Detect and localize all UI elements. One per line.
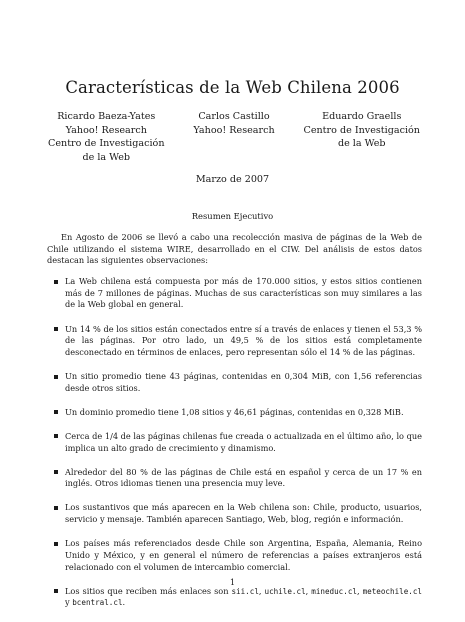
list-item-text: Alrededor del 80 % de las páginas de Chile está en español y cerca de un 17 % en inglés. Otros idiomas tienen una presencia muy leve. <box>65 466 422 489</box>
author-1 <box>48 110 165 164</box>
list-item <box>47 276 422 311</box>
site-name: bcentral.cl <box>72 598 123 608</box>
square-bullet-icon <box>54 470 58 474</box>
section-heading: Resumen Ejecutivo <box>191 211 274 221</box>
list-item-text: Un dominio promedio tiene 1,08 sitios y 46,61 páginas, contenidas en 0,328 MiB. <box>65 406 404 417</box>
list-item-text: Los sustantivos que más aparecen en la Web chilena son: Chile, producto, usuarios, servicio y mensaje. También aparecen Santiago, Web, blog, región e información. <box>65 502 422 525</box>
observations-list <box>47 276 422 622</box>
list-item-text: Los países más referenciados desde Chile son Argentina, España, Alemania, Reino Unido y México, y en general el número de referencias a países extranjeros está relacionado con el volumen de intercambio comercial. <box>65 538 422 572</box>
square-bullet-icon <box>54 542 58 546</box>
square-bullet-icon <box>54 434 58 438</box>
list-item <box>47 431 422 454</box>
site-name: mineduc.cl <box>311 586 357 596</box>
list-item-text: Un 14 % de los sitios están conectados entre sí a través de enlaces y tienen el 53,3 % de las páginas. Por otro lado, un 49,5 % de los sitios está completamente desconectado en términos de enlaces, pero representan sólo el 14 % de las páginas. <box>65 323 422 357</box>
square-bullet-icon <box>54 280 58 284</box>
page-number: 1 <box>229 577 236 587</box>
list-item <box>47 502 422 525</box>
author-affiliation: Yahoo! Research <box>65 124 147 136</box>
list-item-text: Los sitios que reciben más enlaces son sii.cl, uchile.cl, mineduc.cl, meteochile.cl y bcentral.cl. <box>65 585 422 608</box>
publication-date: Marzo de 2007 <box>195 174 270 185</box>
site-name: sii.cl <box>231 586 259 596</box>
author-name: Carlos Castillo <box>198 111 270 122</box>
square-bullet-icon <box>54 327 58 331</box>
square-bullet-icon <box>54 589 58 593</box>
list-item <box>47 586 422 609</box>
author-3 <box>303 110 420 164</box>
author-affiliation: Centro de Investigación <box>303 124 420 136</box>
square-bullet-icon <box>54 506 58 510</box>
list-item-text: Un sitio promedio tiene 43 páginas, contenidas en 0,304 MiB, con 1,56 referencias desde otros sitios. <box>65 371 422 393</box>
list-item <box>47 538 422 573</box>
square-bullet-icon <box>54 375 58 379</box>
author-name: Eduardo Graells <box>322 111 402 122</box>
author-affiliation: de la Web <box>82 151 131 163</box>
author-affiliation: Centro de Investigación <box>48 138 165 149</box>
author-affiliation: Yahoo! Research <box>193 124 275 136</box>
site-name: uchile.cl <box>264 586 306 596</box>
list-item-text: La Web chilena está compuesta por más de 170.000 sitios, y estos sitios contienen más de 7 millones de páginas. Muchas de sus características son muy similares a las de la Web global en general. <box>65 276 422 310</box>
list-item <box>47 467 422 490</box>
list-item <box>47 407 422 419</box>
author-affiliation: de la Web <box>337 138 386 149</box>
square-bullet-icon <box>54 410 58 414</box>
site-name: meteochile.cl <box>362 586 422 596</box>
author-block <box>48 110 420 164</box>
list-item-text: Cerca de 1/4 de las páginas chilenas fue creada o actualizada en el último año, lo que implica un alto grado de crecimiento y dinamismo. <box>65 430 422 453</box>
author-name: Ricardo Baeza-Yates <box>57 111 156 122</box>
intro-paragraph: En Agosto de 2006 se llevó a cabo una recolección masiva de páginas de la Web de Chile utilizando el sistema WIRE, desarrollado en el CIW. Del análisis de estos datos destacan las siguientes observaciones: <box>47 232 422 266</box>
paper-title: Características de la Web Chilena 2006 <box>65 78 400 97</box>
author-2 <box>193 110 274 164</box>
list-item <box>47 324 422 359</box>
list-item <box>47 371 422 394</box>
